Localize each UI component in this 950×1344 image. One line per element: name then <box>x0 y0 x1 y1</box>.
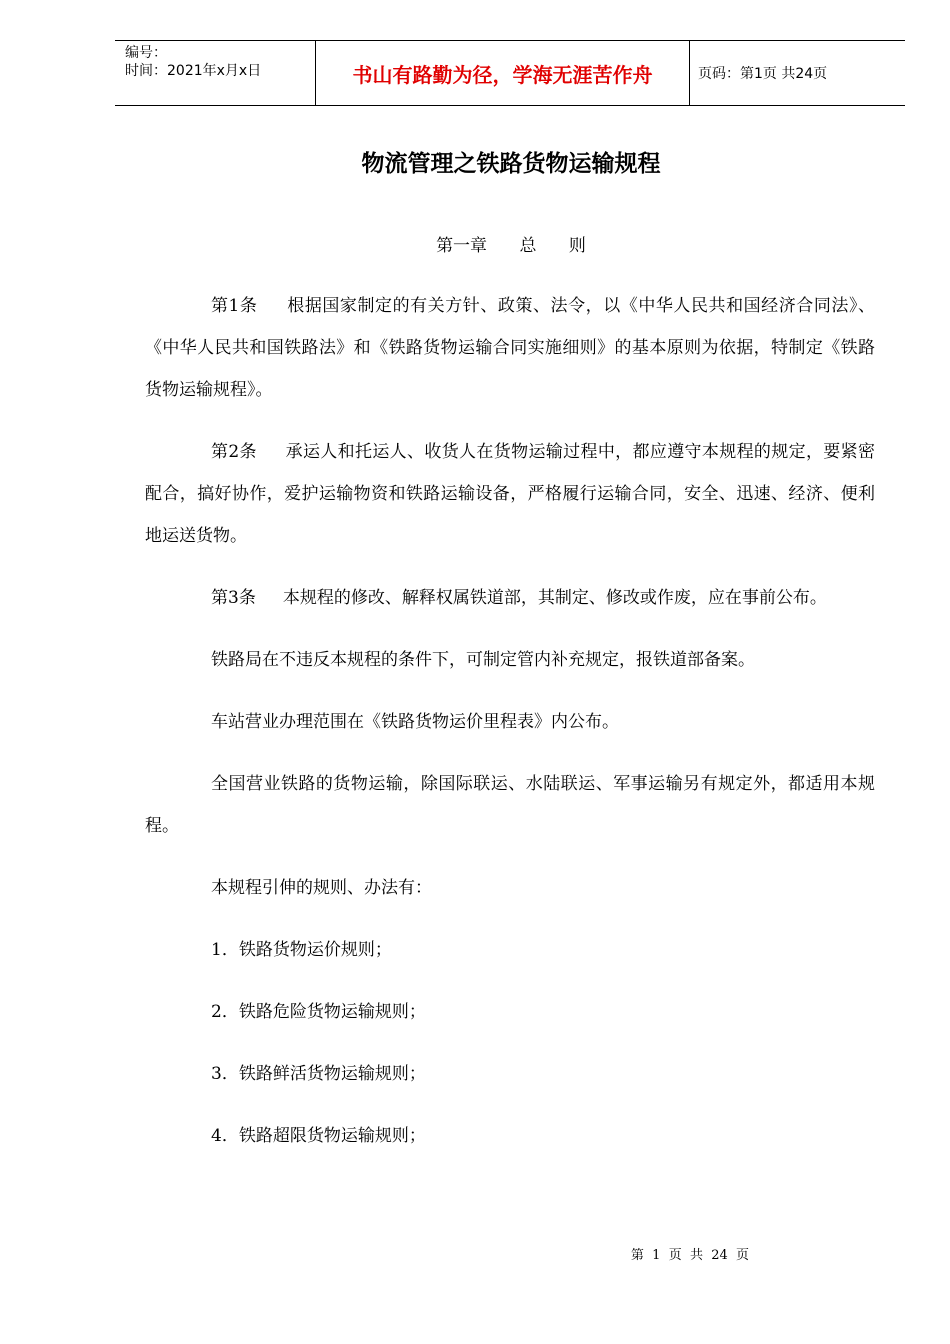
header-divider <box>689 41 690 105</box>
paragraph <box>145 577 875 619</box>
paragraph-text: 根据国家制定的有关方针、政策、法令，以《中华人民共和国经济合同法》、《中华人民共和国铁路法》和《铁路货物运输合同实施细则》的基本原则为依据，特制定《铁路货物运输规程》。 <box>145 296 875 400</box>
list-item: 1．铁路货物运价规则； <box>211 940 392 960</box>
list-item: 2．铁路危险货物运输规则； <box>211 1002 426 1022</box>
paragraph-text: 本规程的修改、解释权属铁道部，其制定、修改或作废，应在事前公布。 <box>282 588 827 608</box>
article-number: 第2条 <box>211 442 286 462</box>
chapter-heading: 第一章 总 则 <box>436 236 586 256</box>
paragraph-text: 本规程引伸的规则、办法有： <box>211 878 432 898</box>
document-title: 物流管理之铁路货物运输规程 <box>361 151 661 177</box>
paragraph-text: 全国营业铁路的货物运输，除国际联运、水陆联运、军事运输另有规定外，都适用本规程。 <box>145 774 875 836</box>
time-label: 时间：2021年x月x日 <box>125 63 262 79</box>
page-header <box>115 40 905 106</box>
paragraph <box>145 701 875 743</box>
paragraph <box>145 763 875 847</box>
header-page-info: 页码：第1页 共24页 <box>698 66 828 82</box>
document-body <box>145 285 875 1177</box>
paragraph <box>145 285 875 411</box>
page-footer: 第 1 页 共 24 页 <box>630 1248 750 1263</box>
paragraph-text: 承运人和托运人、收货人在货物运输过程中，都应遵守本规程的规定，要紧密配合，搞好协作，爱护运输物资和铁路运输设备，严格履行运输合同，安全、迅速、经济、便利地运送货物。 <box>145 442 876 546</box>
paragraph-text: 铁路局在不违反本规程的条件下，可制定管内补充规定，报铁道部备案。 <box>211 650 755 670</box>
list-item: 4．铁路超限货物运输规则； <box>211 1126 426 1146</box>
paragraph-text: 车站营业办理范围在《铁路货物运价里程表》内公布。 <box>211 712 619 732</box>
serial-label: 编号： <box>125 45 167 61</box>
article-number: 第3条 <box>211 588 283 608</box>
paragraph <box>145 639 875 681</box>
article-number: 第1条 <box>211 296 288 316</box>
header-motto: 书山有路勤为径，学海无涯苦作舟 <box>352 62 653 87</box>
header-meta <box>115 41 315 105</box>
paragraph <box>145 867 875 909</box>
list-item: 3．铁路鲜活货物运输规则； <box>211 1064 426 1084</box>
paragraph <box>145 431 875 557</box>
